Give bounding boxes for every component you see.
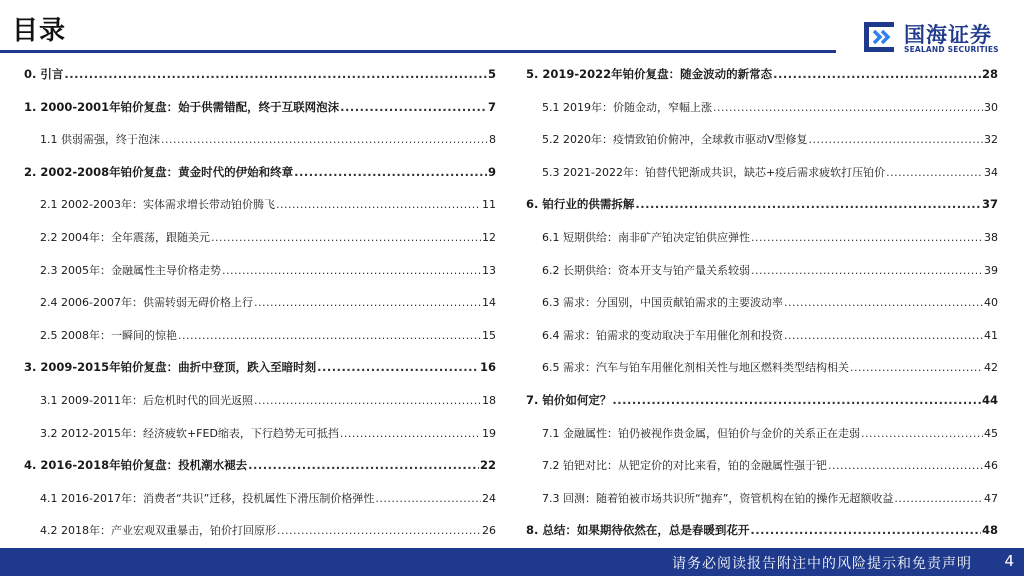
toc-leader-dots <box>254 296 481 309</box>
toc-entry-page: 30 <box>984 100 998 114</box>
toc-entry-page: 48 <box>981 523 998 538</box>
toc-entry[interactable] <box>24 327 496 360</box>
toc-entry-title: 2.2 2004年：全年震荡，跟随美元 <box>40 230 210 244</box>
toc-leader-dots <box>222 264 481 277</box>
toc-entry-page: 45 <box>984 426 998 440</box>
page-title: 目录 <box>12 16 67 46</box>
toc-entry-title: 5.3 2021-2022年：铂替代钯渐成共识，缺芯+疫后需求疲软打压铂价 <box>542 165 886 179</box>
toc-leader-dots <box>375 492 481 505</box>
toc-entry-page: 14 <box>482 296 496 310</box>
toc-entry-page: 24 <box>482 491 496 505</box>
toc-entry-title: 7.1 金融属性：铂仍被视作贵金属，但铂价与金价的关系正在走弱 <box>542 426 860 440</box>
toc-entry-page: 13 <box>482 263 496 277</box>
toc-entry-page: 32 <box>984 133 998 147</box>
toc-entry-title: 4.2 2018年：产业宏观双重暴击，铂价打回原形 <box>40 524 276 538</box>
toc-entry-title: 3.2 2012-2015年：经济疲软+FED缩表，下行趋势无可抵挡 <box>40 426 339 440</box>
toc-leader-dots <box>784 296 983 309</box>
toc-leader-dots <box>161 133 488 146</box>
toc-entry-title: 2.3 2005年：金融属性主导价格走势 <box>40 263 221 277</box>
toc-entry[interactable] <box>526 294 998 327</box>
toc-entry-title: 6.3 需求：分国别，中国贡献铂需求的主要波动率 <box>542 296 783 310</box>
toc-entry-title: 6.4 需求：铂需求的变动取决于车用催化剂和投资 <box>542 328 783 342</box>
toc-entry-page: 12 <box>482 230 496 244</box>
toc-leader-dots <box>340 427 481 440</box>
toc-leader-dots <box>850 361 983 374</box>
toc-leader-dots <box>713 101 983 114</box>
toc-entry-title: 2.1 2002-2003年：实体需求增长带动铂价腾飞 <box>40 198 275 212</box>
toc-entry[interactable] <box>24 359 496 392</box>
toc-entry-page: 22 <box>479 458 496 473</box>
company-logo <box>862 18 1012 58</box>
toc-entry-page: 19 <box>482 426 496 440</box>
toc-leader-dots <box>809 133 983 146</box>
toc-entry-page: 11 <box>482 198 496 212</box>
toc-entry-page: 8 <box>489 133 496 147</box>
toc-leader-dots <box>276 198 481 211</box>
toc-entry[interactable] <box>24 392 496 425</box>
toc-entry[interactable] <box>24 131 496 164</box>
toc-leader-dots <box>784 329 983 342</box>
toc-entry-page: 5 <box>487 67 496 81</box>
toc-entry-page: 34 <box>984 165 998 179</box>
page-number: 4 <box>1004 552 1014 570</box>
toc-entry-page: 16 <box>479 360 496 375</box>
toc-entry-page: 47 <box>984 491 998 505</box>
toc-entry-title: 1. 2000-2001年铂价复盘：始于供需错配，终于互联网泡沫 <box>24 99 340 114</box>
logo-name-en: SEALAND SECURITIES <box>904 45 999 54</box>
toc-leader-dots <box>828 459 983 472</box>
toc-entry[interactable] <box>24 164 496 197</box>
toc-entry[interactable] <box>526 66 998 99</box>
toc-right-column <box>526 66 998 588</box>
toc-leader-dots <box>254 394 481 407</box>
toc-leader-dots <box>886 166 983 179</box>
toc-entry-page: 7 <box>487 99 496 114</box>
toc-entry[interactable] <box>24 66 496 99</box>
toc-entry-title: 4.1 2016-2017年：消费者“共识”迁移，投机属性下滑压制价格弹性 <box>40 491 375 505</box>
toc-entry-page: 41 <box>984 328 998 342</box>
toc-leader-dots <box>751 231 983 244</box>
toc-leader-dots <box>64 67 487 81</box>
toc-entry[interactable] <box>24 196 496 229</box>
toc-entry-page: 28 <box>981 67 998 81</box>
toc-entry[interactable] <box>24 99 496 132</box>
toc-entry-title: 5.1 2019年：价随金动，窄幅上涨 <box>542 100 712 114</box>
toc-entry-page: 37 <box>981 197 998 212</box>
toc-entry-page: 40 <box>984 296 998 310</box>
sealand-logo-icon <box>862 20 898 54</box>
toc-entry-title: 8. 总结：如果期待依然在，总是春暖到花开 <box>526 523 750 538</box>
toc-leader-dots <box>861 427 983 440</box>
toc-entry[interactable] <box>526 327 998 360</box>
toc-entry[interactable] <box>24 294 496 327</box>
toc-entry-page: 44 <box>981 392 998 407</box>
toc-entry-title: 4. 2016-2018年铂价复盘：投机潮水褪去 <box>24 458 248 473</box>
toc-leader-dots <box>773 67 981 81</box>
logo-name-cn: 国海证券 <box>904 23 992 47</box>
toc-entry-title: 2.4 2006-2007年：供需转弱无碍价格上行 <box>40 296 253 310</box>
toc-entry-title: 5. 2019-2022年铂价复盘：随金波动的新常态 <box>526 67 773 81</box>
toc-entry[interactable] <box>526 196 998 229</box>
toc-entry-title: 6. 铂行业的供需拆解 <box>526 197 635 212</box>
toc-entry[interactable] <box>526 99 998 132</box>
toc-leader-dots <box>294 165 487 179</box>
toc-entry[interactable] <box>526 164 998 197</box>
toc-entry-title: 2. 2002-2008年铂价复盘：黄金时代的伊始和终章 <box>24 164 294 179</box>
title-divider <box>0 50 836 53</box>
toc-leader-dots <box>248 458 479 472</box>
footer-disclaimer: 请务必阅读报告附注中的风险提示和免责声明 <box>672 556 972 572</box>
toc-leader-dots <box>612 393 981 407</box>
toc-entry-page: 42 <box>984 361 998 375</box>
toc-entry[interactable] <box>526 229 998 262</box>
toc-entry-title: 3. 2009-2015年铂价复盘：曲折中登顶，跌入至暗时刻 <box>24 360 317 375</box>
toc-leader-dots <box>178 329 481 342</box>
toc-entry[interactable] <box>24 229 496 262</box>
toc-entry-title: 6.5 需求：汽车与铂车用催化剂相关性与地区燃料类型结构相关 <box>542 361 849 375</box>
toc-entry-page: 9 <box>487 164 496 179</box>
toc-entry-page: 26 <box>482 524 496 538</box>
toc-leader-dots <box>751 264 983 277</box>
toc-leader-dots <box>894 492 983 505</box>
toc-entry-title: 3.1 2009-2011年：后危机时代的回光返照 <box>40 393 253 407</box>
toc-entry-title: 7.2 铂钯对比：从钯定价的对比来看，铂的金融属性强于钯 <box>542 459 827 473</box>
toc-leader-dots <box>750 523 981 537</box>
toc-entry[interactable] <box>24 262 496 295</box>
toc-entry[interactable] <box>526 262 998 295</box>
toc-leader-dots <box>211 231 481 244</box>
toc-entry-title: 7. 铂价如何定？ <box>526 392 612 407</box>
toc-entry[interactable] <box>526 359 998 392</box>
toc-entry-title: 2.5 2008年：一瞬间的惊艳 <box>40 328 177 342</box>
toc-leader-dots <box>317 360 479 374</box>
toc-entry[interactable] <box>526 392 998 425</box>
toc-entry-title: 7.3 回测：随着铂被市场共识所“抛弃”，资管机构在铂的操作无超额收益 <box>542 491 894 505</box>
footer-bar <box>0 548 1024 576</box>
toc-left-column <box>24 66 496 555</box>
toc-entry[interactable] <box>24 425 496 458</box>
toc-entry[interactable] <box>526 457 998 490</box>
toc-entry-title: 6.1 短期供给：南非矿产铂决定铂供应弹性 <box>542 230 750 244</box>
toc-leader-dots <box>340 100 487 114</box>
toc-entry[interactable] <box>24 490 496 523</box>
toc-leader-dots <box>277 524 481 537</box>
toc-entry[interactable] <box>24 457 496 490</box>
toc-entry-page: 39 <box>984 263 998 277</box>
toc-entry[interactable] <box>526 490 998 523</box>
toc-entry-title: 0. 引言 <box>24 67 64 81</box>
toc-entry-title: 5.2 2020年：疫情致铂价俯冲，全球救市驱动V型修复 <box>542 133 808 147</box>
toc-entry-page: 38 <box>984 230 998 244</box>
toc-entry-title: 1.1 供弱需强，终于泡沫 <box>40 133 160 147</box>
toc-entry-page: 46 <box>984 459 998 473</box>
toc-leader-dots <box>635 197 981 211</box>
toc-entry-page: 15 <box>482 328 496 342</box>
toc-entry[interactable] <box>526 425 998 458</box>
toc-entry-title: 6.2 长期供给：资本开支与铂产量关系较弱 <box>542 263 750 277</box>
toc-entry-page: 18 <box>482 393 496 407</box>
toc-entry[interactable] <box>526 131 998 164</box>
